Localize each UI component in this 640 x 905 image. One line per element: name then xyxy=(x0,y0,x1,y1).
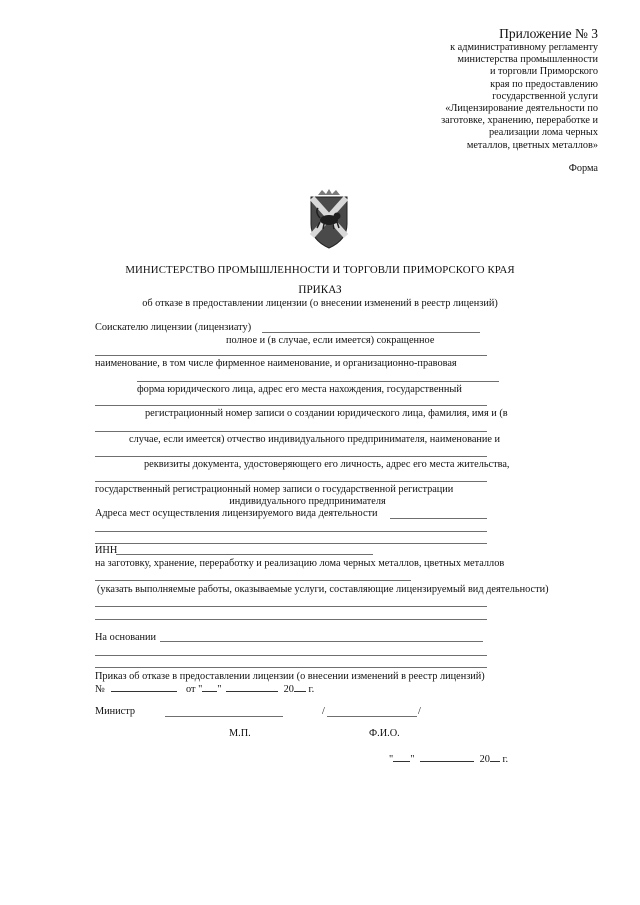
regulation-line: металлов, цветных металлов» xyxy=(466,139,598,151)
activity-field[interactable] xyxy=(95,580,411,581)
applicant-hint: наименование, в том числе фирменное наименование, и организационно-правовая xyxy=(95,358,457,369)
applicant-label: Соискателю лицензии (лицензиату) xyxy=(95,322,252,333)
basis-field[interactable] xyxy=(95,655,487,656)
year-suffix: г. xyxy=(308,684,315,695)
regulation-line: края по предоставлению xyxy=(490,78,598,90)
date-quote-open: " xyxy=(389,754,394,765)
applicant-hint: индивидуального предпринимателя xyxy=(229,496,386,507)
appendix-title-text: Приложение № 3 xyxy=(499,26,598,41)
order-number-field[interactable] xyxy=(111,682,177,692)
activity-field[interactable] xyxy=(95,606,487,607)
ministry-title xyxy=(0,264,640,277)
slash-right: / xyxy=(418,706,421,717)
applicant-name-field[interactable] xyxy=(262,332,480,333)
order-reference-text: Приказ об отказе в предоставлении лицензии (о внесении изменений в реестр лицензий) xyxy=(95,671,485,682)
applicant-hint: форма юридического лица, адрес его места нахождения, государственный xyxy=(137,384,462,395)
stamp-label: М.П. xyxy=(229,728,251,739)
year-prefix: 20 xyxy=(479,754,490,765)
regulation-line: «Лицензирование деятельности по xyxy=(445,103,598,115)
applicant-hint: реквизиты документа, удостоверяющего его личность, адрес его места жительства, xyxy=(144,459,510,470)
minister-label: Министр xyxy=(95,706,136,717)
minister-signature-field[interactable] xyxy=(165,716,283,717)
order-year-field[interactable] xyxy=(294,682,306,692)
coat-of-arms-emblem xyxy=(306,188,352,250)
regulation-line: заготовке, хранению, переработке и xyxy=(441,115,598,127)
full-name-label: Ф.И.О. xyxy=(369,728,400,739)
form-label: Форма xyxy=(568,163,598,174)
activity-hint: (указать выполняемые работы, оказываемые услуги, составляющие лицензируемый вид деятельности) xyxy=(97,584,549,595)
signature-day-field[interactable] xyxy=(393,752,410,762)
addresses-field[interactable] xyxy=(390,518,487,519)
order-number-line xyxy=(95,682,314,696)
regulation-line: государственной услуги xyxy=(492,90,598,102)
regulation-line: и торговли Приморского xyxy=(489,66,598,78)
order-month-field[interactable] xyxy=(226,682,278,692)
order-title-text: ПРИКАЗ xyxy=(298,284,342,296)
slash-left: / xyxy=(322,706,325,717)
ministry-title-text: МИНИСТЕРСТВО ПРОМЫШЛЕННОСТИ И ТОРГОВЛИ ПРИМОРСКОГО КРАЯ xyxy=(125,264,515,276)
regulation-line: к административному регламенту xyxy=(450,42,598,53)
applicant-name-field[interactable] xyxy=(95,355,487,356)
appendix-title xyxy=(499,26,598,42)
year-suffix: г. xyxy=(502,754,509,765)
regulation-line: реализации лома черных xyxy=(488,127,598,139)
year-prefix: 20 xyxy=(283,684,294,695)
order-subtitle: об отказе в предоставлении лицензии (о внесении изменений в реестр лицензий) xyxy=(142,298,498,309)
minister-name-field[interactable] xyxy=(327,716,417,717)
inn-field[interactable] xyxy=(116,554,373,555)
basis-field[interactable] xyxy=(160,641,483,642)
applicant-hint: государственный регистрационный номер записи о государственной регистрации xyxy=(95,484,454,495)
basis-field[interactable] xyxy=(95,667,487,668)
activity-text: на заготовку, хранение, переработку и реализацию лома черных металлов, цветных металлов xyxy=(95,558,505,569)
regulation-line: министерства промышленности xyxy=(457,54,598,66)
quote-close: " xyxy=(217,684,222,695)
basis-label: На основании xyxy=(95,632,157,643)
order-day-field[interactable] xyxy=(202,682,217,692)
date-quote-close: " xyxy=(410,754,415,765)
order-title xyxy=(0,284,640,297)
inn-label: ИНН xyxy=(95,545,118,556)
activity-field[interactable] xyxy=(95,619,487,620)
applicant-name-field[interactable] xyxy=(95,456,487,457)
applicant-name-field[interactable] xyxy=(95,481,487,482)
applicant-name-field[interactable] xyxy=(95,431,487,432)
from-label: от " xyxy=(185,684,203,695)
applicant-name-field[interactable] xyxy=(137,381,499,382)
applicant-hint: полное и (в случае, если имеется) сокращенное xyxy=(226,335,435,346)
addresses-field[interactable] xyxy=(95,543,487,544)
number-sign: № xyxy=(95,684,105,695)
signature-date-line xyxy=(389,752,508,766)
addresses-label: Адреса мест осуществления лицензируемого вида деятельности xyxy=(95,508,378,519)
signature-month-field[interactable] xyxy=(420,752,474,762)
applicant-hint: случае, если имеется) отчество индивидуального предпринимателя, наименование и xyxy=(129,434,501,445)
signature-year-field[interactable] xyxy=(490,752,500,762)
applicant-hint: регистрационный номер записи о создании юридического лица, фамилия, имя и (в xyxy=(145,408,508,419)
regulation-reference xyxy=(441,42,598,152)
addresses-field[interactable] xyxy=(95,531,487,532)
applicant-name-field[interactable] xyxy=(95,405,487,406)
